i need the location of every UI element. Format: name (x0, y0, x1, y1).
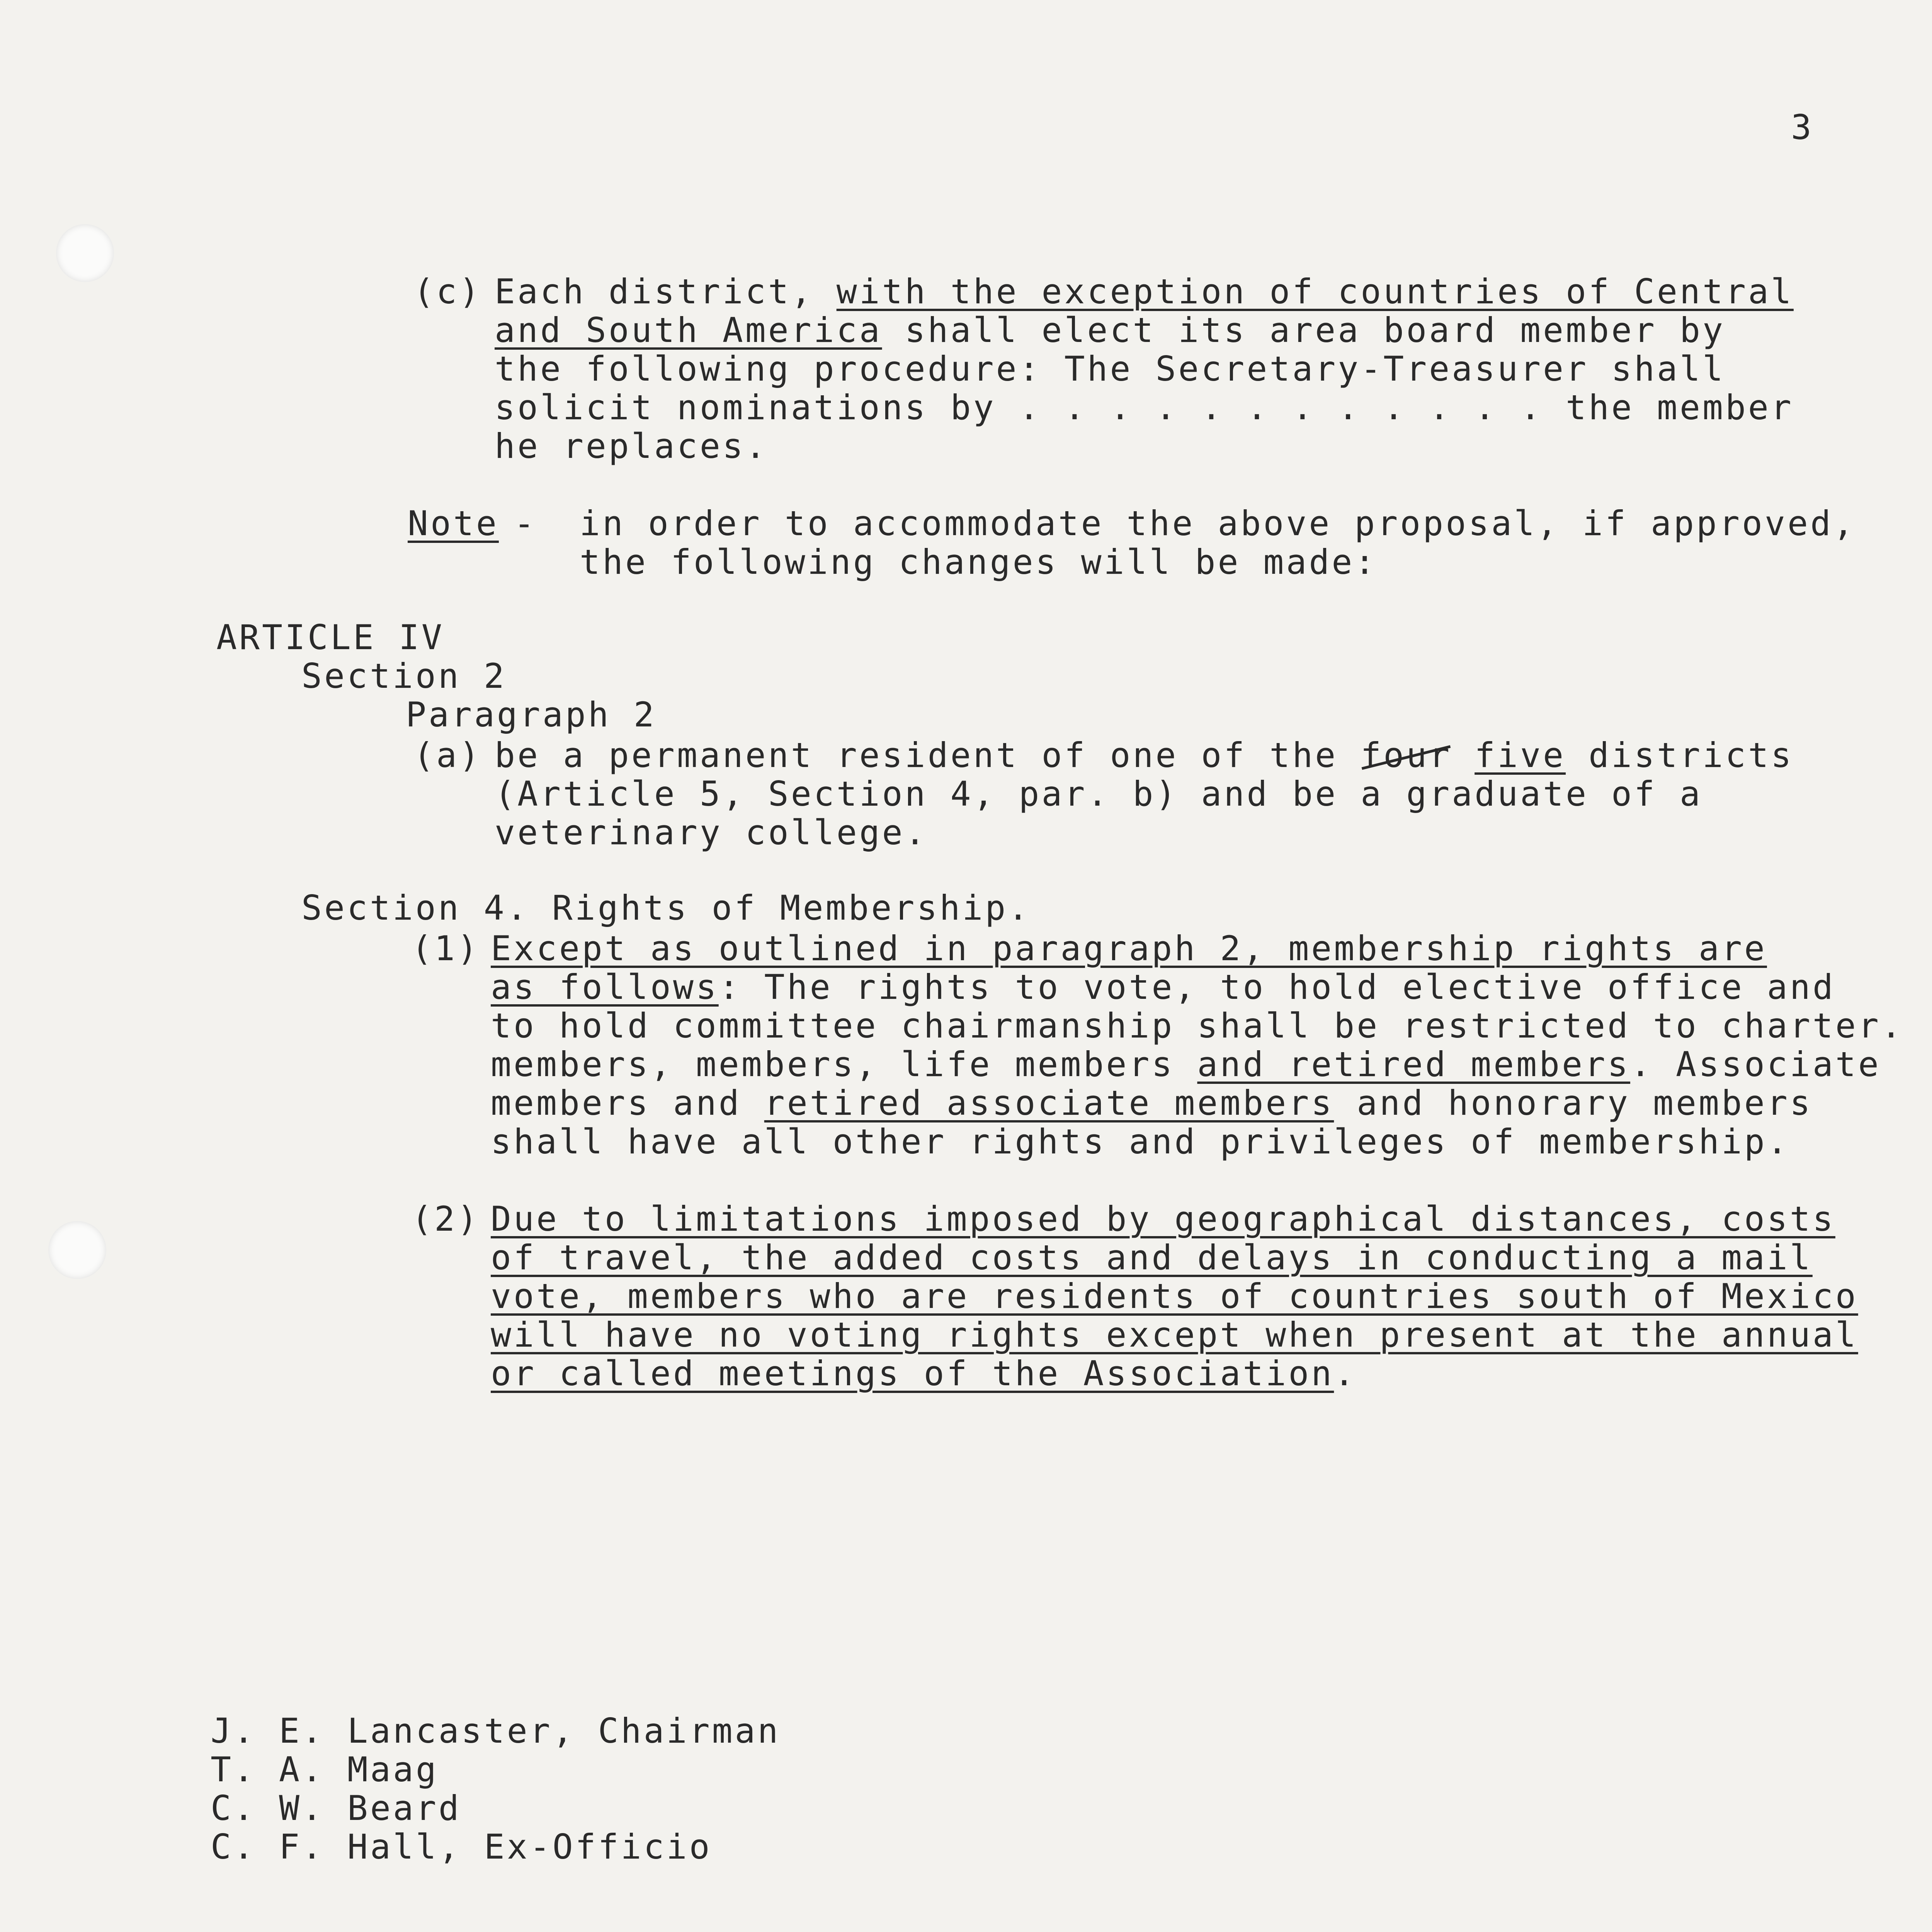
section-2-heading: Section 2 (301, 656, 507, 696)
clause-c-line-2: and South America shall elect its area board member by (495, 310, 1725, 350)
clause-c-line-1: Each district, with the exception of countries of Central (495, 272, 1794, 311)
item-1-line-3: to hold committee chairmanship shall be restricted to charter. (491, 1006, 1904, 1046)
item-a-line-1: be a permanent resident of one of the four five districts (495, 735, 1794, 775)
item-2-line-5: or called meetings of the Association. (491, 1354, 1357, 1393)
item-1-line-1: Except as outlined in paragraph 2, membership rights are (491, 929, 1767, 968)
page-number: 3 (1791, 107, 1814, 147)
clause-c-line-5: he replaces. (495, 426, 768, 466)
article-title: ARTICLE IV (216, 617, 444, 657)
item-2-line-1: Due to limitations imposed by geographical distances, costs (491, 1199, 1835, 1239)
item-2-label: (2) (412, 1199, 480, 1239)
note-dash: - (514, 503, 537, 543)
item-1-line-5: members and retired associate members and honorary members (491, 1083, 1813, 1123)
clause-c-line-3: the following procedure: The Secretary-Treasurer shall (495, 349, 1725, 389)
item-2-line-2: of travel, the added costs and delays in conducting a mail (491, 1238, 1813, 1277)
item-a-line-2: (Article 5, Section 4, par. b) and be a graduate of a (495, 774, 1702, 814)
committee-member-2: T. A. Maag (211, 1750, 439, 1789)
note-line-2: the following changes will be made: (580, 542, 1378, 582)
item-a-label: (a) (413, 735, 482, 775)
punch-hole-middle (48, 1221, 106, 1279)
paragraph-2-heading: Paragraph 2 (406, 695, 656, 735)
item-2-line-4: will have no voting rights except when present at the annual (491, 1315, 1858, 1355)
clause-c-label: (c) (413, 272, 482, 311)
item-1-label: (1) (412, 929, 480, 968)
section-4-heading: Section 4. Rights of Membership. (301, 888, 1031, 928)
item-a-line-3: veterinary college. (495, 813, 928, 852)
item-1-line-4: members, members, life members and retired members. Associate (491, 1044, 1881, 1084)
note-line-1: in order to accommodate the above proposal, if approved, (580, 503, 1856, 543)
committee-member-3: C. W. Beard (211, 1788, 461, 1828)
committee-member-4: C. F. Hall, Ex-Officio (211, 1827, 712, 1867)
committee-member-1: J. E. Lancaster, Chairman (211, 1711, 781, 1751)
struck-word: four (1361, 735, 1452, 775)
punch-hole-top (56, 224, 114, 282)
item-2-line-3: vote, members who are residents of countries south of Mexico (491, 1276, 1858, 1316)
item-1-line-2: as follows: The rights to vote, to hold elective office and (491, 967, 1835, 1007)
clause-c-line-4: solicit nominations by . . . . . . . . . . . . the member (495, 388, 1794, 427)
item-1-line-6: shall have all other rights and privileges of membership. (491, 1122, 1790, 1162)
note-label: Note (408, 503, 499, 543)
